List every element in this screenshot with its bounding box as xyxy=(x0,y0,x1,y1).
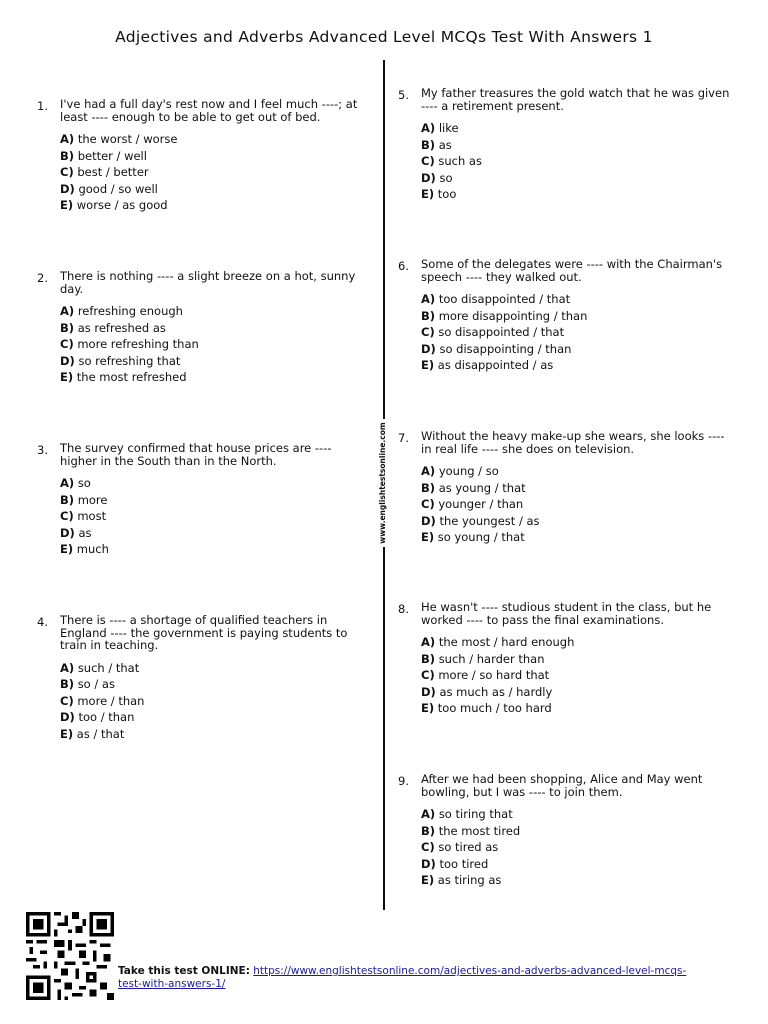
option-a[interactable]: A) like xyxy=(421,121,459,135)
question-stem: My father treasures the gold watch that he was given ---- a retirement present. xyxy=(421,86,730,113)
question-number: 7. xyxy=(398,431,409,445)
question-stem: Some of the delegates were ---- with the Chairman's speech ---- they walked out. xyxy=(421,257,723,284)
question-number: 9. xyxy=(398,774,409,788)
option-e[interactable]: E) so young / that xyxy=(421,530,525,545)
page-title: Adjectives and Adverbs Advanced Level MCQs Test With Answers 1 xyxy=(115,28,653,46)
question-7 xyxy=(398,429,731,546)
question-number: 3. xyxy=(37,443,48,457)
footer xyxy=(118,965,698,991)
option-c[interactable]: C) best / better xyxy=(60,165,149,180)
question-stem: There is ---- a shortage of qualified teachers in England ---- the government is paying students to train in teaching. xyxy=(60,613,348,652)
question-1 xyxy=(37,97,370,214)
option-b[interactable]: B) such / harder than xyxy=(421,651,545,666)
question-stem: Without the heavy make-up she wears, she looks ---- in real life ---- she does on television. xyxy=(421,429,725,456)
question-number: 2. xyxy=(37,271,48,285)
option-e[interactable]: E) as / that xyxy=(60,726,125,741)
option-c[interactable]: C) more / so hard that xyxy=(421,668,550,683)
question-3 xyxy=(37,441,370,558)
option-c[interactable]: C) most xyxy=(60,509,107,524)
question-stem: He wasn't ---- studious student in the class, but he worked ---- to pass the final examinations. xyxy=(421,600,712,627)
option-d[interactable]: D) so refreshing that xyxy=(60,353,181,368)
option-d[interactable]: D) so xyxy=(421,170,453,185)
option-b[interactable]: B) so / as xyxy=(60,677,115,692)
qr-code-icon[interactable] xyxy=(26,912,114,1000)
option-b[interactable]: B) better / well xyxy=(60,148,147,163)
option-b[interactable]: B) more xyxy=(60,492,108,507)
question-stem: After we had been shopping, Alice and May went bowling, but I was ---- to join them. xyxy=(421,772,703,799)
side-url-text: www.englishtestsonline.com xyxy=(377,419,389,547)
question-5 xyxy=(398,86,731,203)
option-b[interactable]: B) as refreshed as xyxy=(60,320,166,335)
option-e[interactable]: E) too much / too hard xyxy=(421,701,552,716)
question-number: 6. xyxy=(398,259,409,273)
option-a[interactable]: A) the most / hard enough xyxy=(421,635,575,649)
option-d[interactable]: D) the youngest / as xyxy=(421,513,540,528)
option-c[interactable]: C) more / than xyxy=(60,693,145,708)
option-e[interactable]: E) the most refreshed xyxy=(60,370,187,385)
question-9 xyxy=(398,772,731,889)
option-a[interactable]: A) so xyxy=(60,476,91,490)
question-stem: There is nothing ---- a slight breeze on a hot, sunny day. xyxy=(60,269,356,296)
option-e[interactable]: E) too xyxy=(421,187,457,202)
option-d[interactable]: D) so disappointing / than xyxy=(421,341,572,356)
option-e[interactable]: E) as tiring as xyxy=(421,873,502,888)
option-a[interactable]: A) too disappointed / that xyxy=(421,292,571,306)
option-b[interactable]: B) more disappointing / than xyxy=(421,308,588,323)
option-a[interactable]: A) young / so xyxy=(421,464,499,478)
question-6 xyxy=(398,257,731,374)
option-d[interactable]: D) as much as / hardly xyxy=(421,684,553,699)
question-stem: I've had a full day's rest now and I feel much ----; at least ---- enough to be able to get out of bed. xyxy=(60,97,358,124)
option-a[interactable]: A) such / that xyxy=(60,660,140,675)
footer-label: Take this test ONLINE: xyxy=(118,965,250,977)
option-a[interactable]: A) so tiring that xyxy=(421,807,513,821)
option-d[interactable]: D) good / so well xyxy=(60,181,158,196)
option-c[interactable]: C) more refreshing than xyxy=(60,337,199,352)
option-c[interactable]: C) younger / than xyxy=(421,497,524,512)
option-a[interactable]: A) refreshing enough xyxy=(60,304,183,318)
option-c[interactable]: C) such as xyxy=(421,154,482,169)
question-stem: The survey confirmed that house prices are ---- higher in the South than in the North. xyxy=(60,441,332,468)
footer-link[interactable]: https://www.englishtestsonline.com/adjectives-and-adverbs-advanced-level-mcqs-test-with-answers-1/ xyxy=(118,965,687,990)
question-number: 5. xyxy=(398,88,409,102)
question-2 xyxy=(37,269,370,386)
option-e[interactable]: E) much xyxy=(60,542,109,557)
question-number: 1. xyxy=(37,99,48,113)
question-number: 8. xyxy=(398,602,409,616)
option-b[interactable]: B) as xyxy=(421,137,452,152)
question-8 xyxy=(398,600,731,717)
option-b[interactable]: B) the most tired xyxy=(421,823,521,838)
question-4 xyxy=(37,613,370,742)
option-e[interactable]: E) worse / as good xyxy=(60,198,168,213)
option-b[interactable]: B) as young / that xyxy=(421,480,526,495)
option-c[interactable]: C) so disappointed / that xyxy=(421,325,565,340)
option-a[interactable]: A) the worst / worse xyxy=(60,132,178,146)
question-number: 4. xyxy=(37,615,48,629)
option-d[interactable]: D) too tired xyxy=(421,856,489,871)
option-c[interactable]: C) so tired as xyxy=(421,840,499,855)
option-d[interactable]: D) too / than xyxy=(60,710,135,725)
option-e[interactable]: E) as disappointed / as xyxy=(421,358,554,373)
option-d[interactable]: D) as xyxy=(60,525,92,540)
